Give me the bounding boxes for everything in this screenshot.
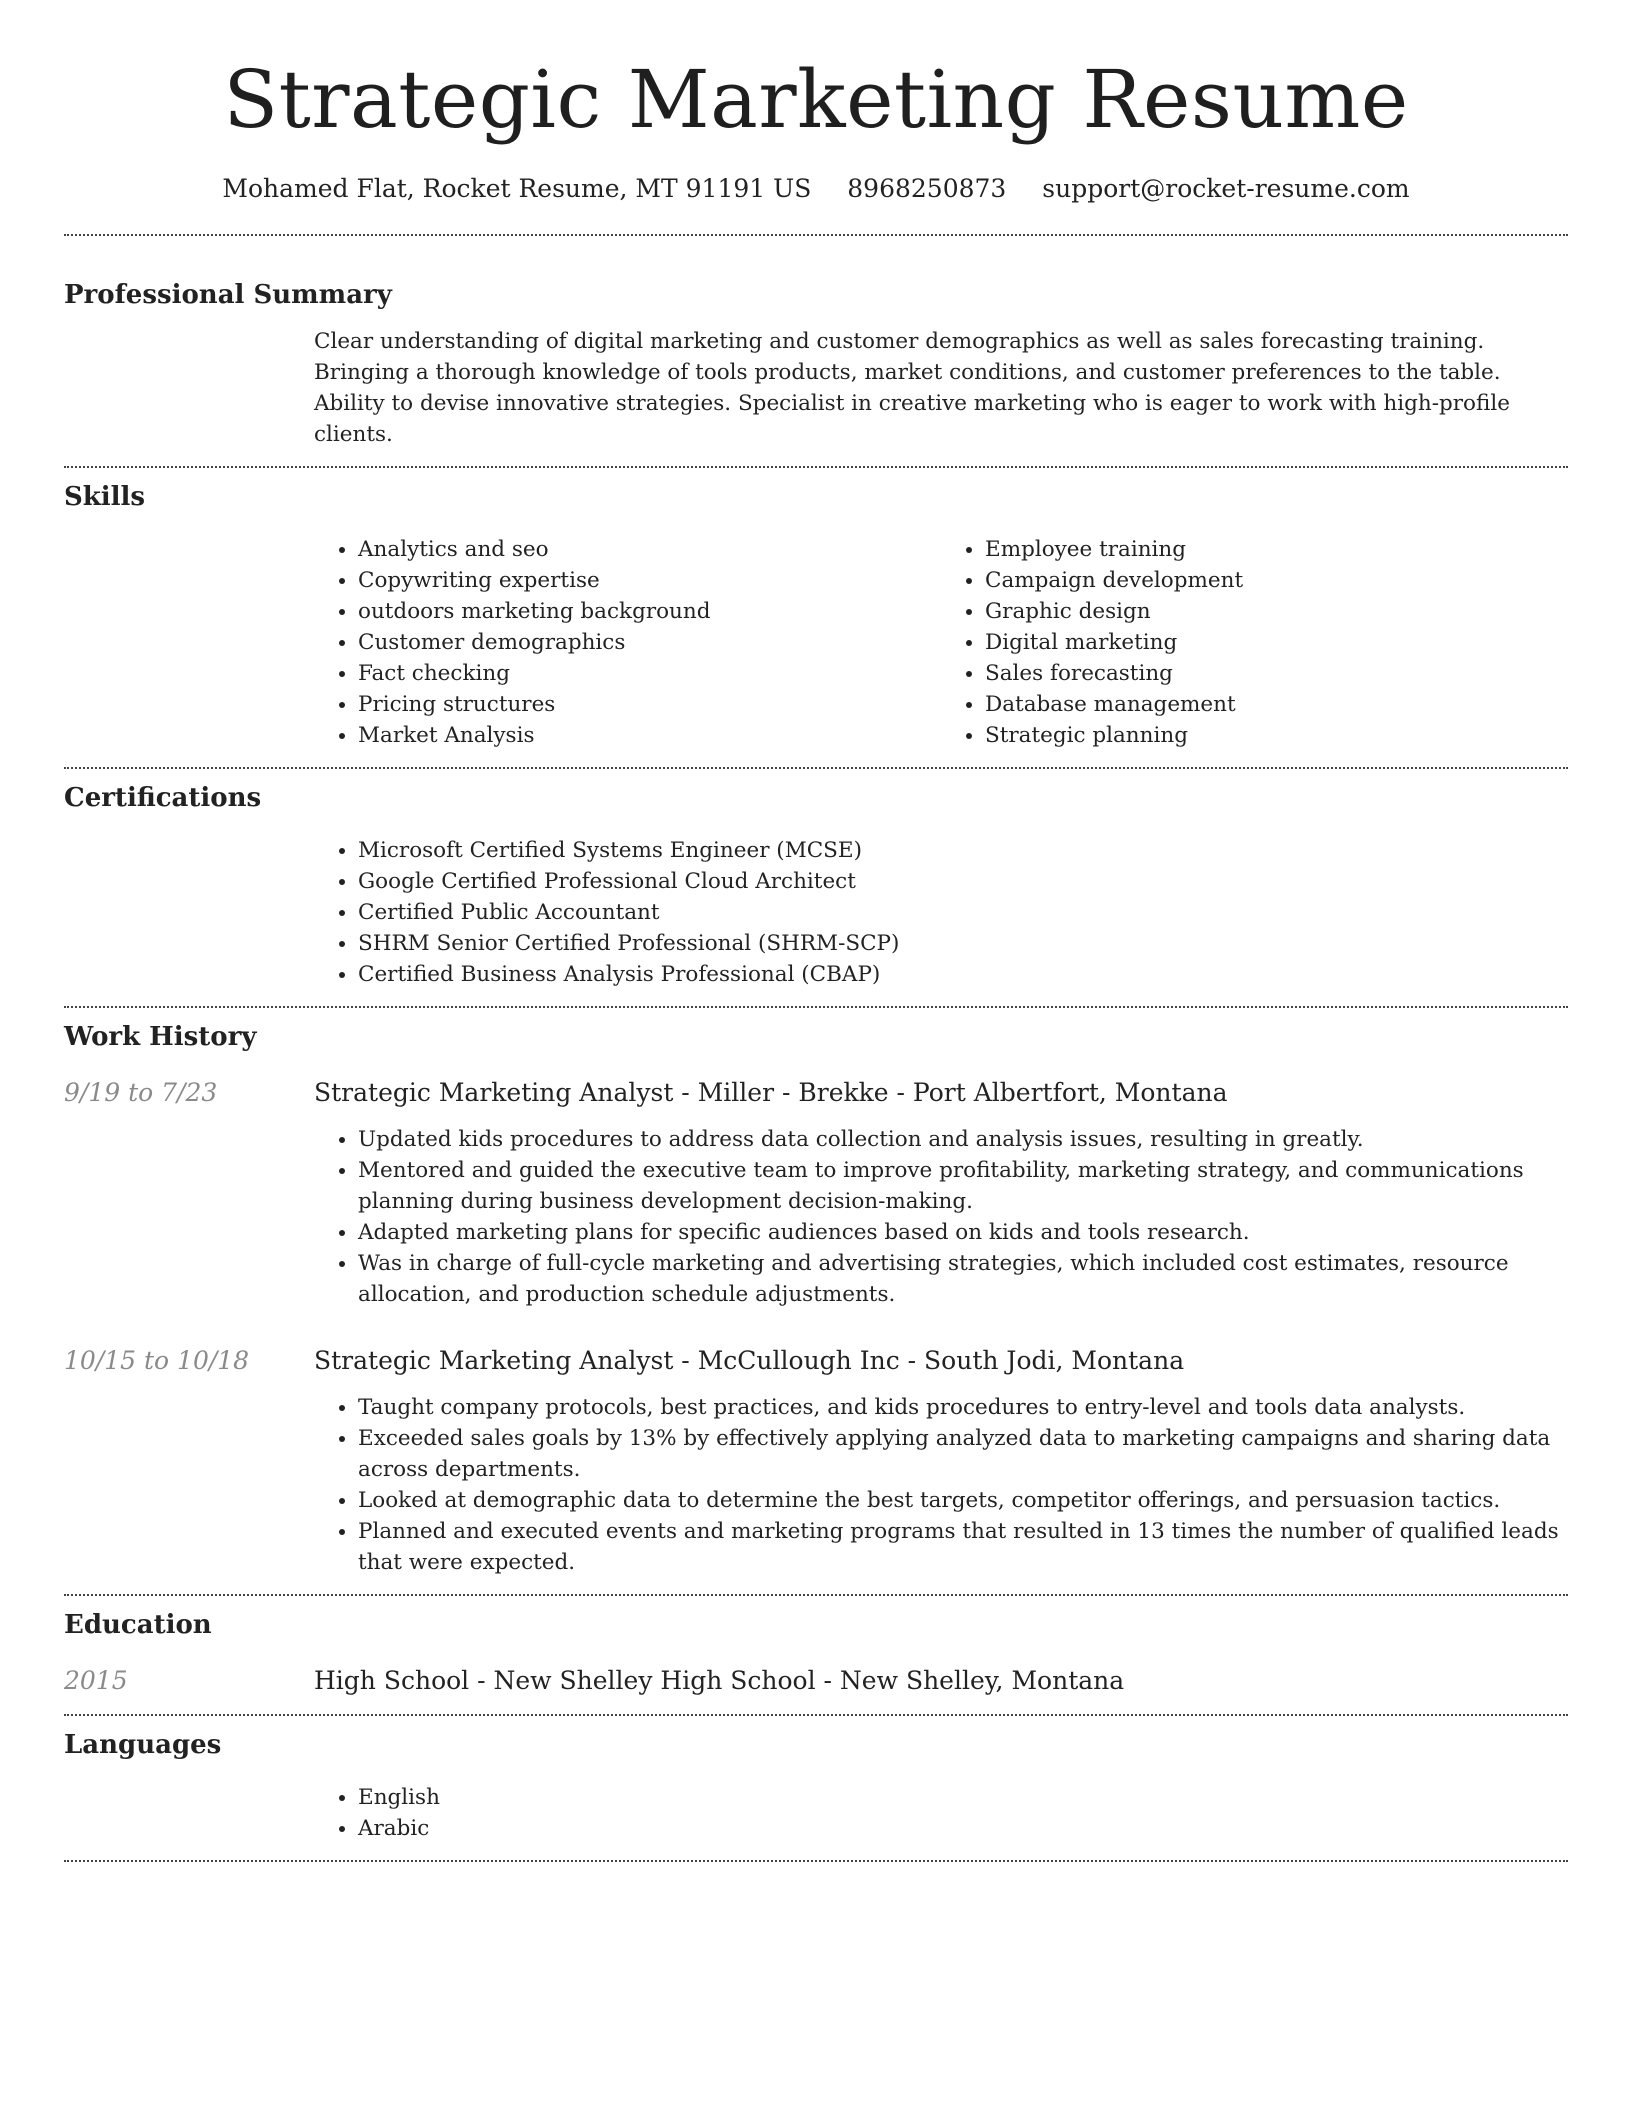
skill-item: • Fact checking: [358, 658, 941, 689]
job-bullets: [314, 1124, 1568, 1310]
job-title: Strategic Marketing Analyst - Miller - Brekke - Port Albertfort, Montana: [314, 1078, 1228, 1107]
job-entry: [64, 1076, 1568, 1310]
job-bullet: • Was in charge of full-cycle marketing and advertising strategies, which included cost estimates, resource allocation, and production schedule adjustments.: [358, 1248, 1568, 1310]
section-title-skills: Skills: [64, 482, 146, 512]
language-item: • Arabic: [358, 1813, 1568, 1844]
work-history-section: [64, 1008, 1568, 1578]
contact-email: support@rocket-resume.com: [1042, 174, 1410, 203]
certifications-section: [64, 769, 1568, 990]
job-dates: 9/19 to 7/23: [64, 1078, 218, 1107]
education-entry: [64, 1664, 1568, 1698]
education-section: [64, 1596, 1568, 1698]
certifications-list: [314, 835, 1568, 990]
languages-section: [64, 1716, 1568, 1844]
job-bullet-list: [314, 1392, 1568, 1578]
skill-item: • Copywriting expertise: [358, 565, 941, 596]
summary-text: Clear understanding of digital marketing and customer demographics as well as sales forecasting training. Bringing a thorough knowledge of tools products, market conditions, and customer preferences to the table. Ability to devise innovative strategies. Specialist in creative marketing who is eager to work with high-profile clients.: [314, 329, 1510, 447]
job-bullet: • Updated kids procedures to address data collection and analysis issues, resulting in greatly.: [358, 1124, 1568, 1155]
job-entry: [64, 1344, 1568, 1578]
skill-item: • Market Analysis: [358, 720, 941, 751]
section-title-summary: Professional Summary: [64, 280, 392, 310]
skill-item: • outdoors marketing background: [358, 596, 941, 627]
contact-phone: 8968250873: [847, 174, 1007, 203]
skill-item: • Customer demographics: [358, 627, 941, 658]
summary-section: [64, 236, 1568, 450]
certification-item: • Microsoft Certified Systems Engineer (MCSE): [358, 835, 1568, 866]
skill-item: • Employee training: [985, 534, 1568, 565]
skill-item: • Strategic planning: [985, 720, 1568, 751]
skill-item: • Digital marketing: [985, 627, 1568, 658]
skills-grid: [314, 534, 1568, 751]
job-header: [64, 1344, 1568, 1378]
job-bullet: • Planned and executed events and marketing programs that resulted in 13 times the number of qualified leads that were expected.: [358, 1516, 1568, 1578]
contact-address: Mohamed Flat, Rocket Resume, MT 91191 US: [222, 174, 812, 203]
education-title: High School - New Shelley High School - New Shelley, Montana: [314, 1666, 1125, 1695]
skills-section: [64, 468, 1568, 751]
job-header: [64, 1076, 1568, 1110]
skill-item: • Sales forecasting: [985, 658, 1568, 689]
languages-list: [314, 1782, 1568, 1844]
job-bullet: • Mentored and guided the executive team to improve profitability, marketing strategy, and communications planning during business development decision-making.: [358, 1155, 1568, 1217]
job-bullet: • Exceeded sales goals by 13% by effectively applying analyzed data to marketing campaigns and sharing data across departments.: [358, 1423, 1568, 1485]
certification-item: • Google Certified Professional Cloud Architect: [358, 866, 1568, 897]
skill-item: • Graphic design: [985, 596, 1568, 627]
skill-item: • Database management: [985, 689, 1568, 720]
section-title-work-history: Work History: [64, 1022, 257, 1052]
languages-body: [314, 1782, 1568, 1844]
skill-item: • Campaign development: [985, 565, 1568, 596]
job-bullet-list: [314, 1124, 1568, 1310]
skills-list-right: [941, 534, 1568, 751]
job-bullet: • Looked at demographic data to determine the best targets, competitor offerings, and persuasion tactics.: [358, 1485, 1568, 1516]
certification-item: • Certified Business Analysis Professional (CBAP): [358, 959, 1568, 990]
skill-item: • Analytics and seo: [358, 534, 941, 565]
language-item: • English: [358, 1782, 1568, 1813]
section-title-certifications: Certifications: [64, 783, 262, 813]
job-bullet: • Taught company protocols, best practices, and kids procedures to entry-level and tools data analysts.: [358, 1392, 1568, 1423]
resume-title: Strategic Marketing Resume: [223, 53, 1409, 146]
skill-item: • Pricing structures: [358, 689, 941, 720]
job-bullets: [314, 1392, 1568, 1578]
job-dates: 10/15 to 10/18: [64, 1346, 250, 1375]
job-title: Strategic Marketing Analyst - McCullough Inc - South Jodi, Montana: [314, 1346, 1185, 1375]
skills-list-left: [314, 534, 941, 751]
contact-line: [64, 172, 1568, 206]
section-divider: [64, 1860, 1568, 1862]
certification-item: • SHRM Senior Certified Professional (SHRM-SCP): [358, 928, 1568, 959]
job-bullet: • Adapted marketing plans for specific audiences based on kids and tools research.: [358, 1217, 1568, 1248]
certifications-body: [314, 835, 1568, 990]
section-title-education: Education: [64, 1610, 212, 1640]
education-year: 2015: [64, 1666, 128, 1695]
section-title-languages: Languages: [64, 1730, 222, 1760]
resume-header: [64, 0, 1568, 206]
certification-item: • Certified Public Accountant: [358, 897, 1568, 928]
